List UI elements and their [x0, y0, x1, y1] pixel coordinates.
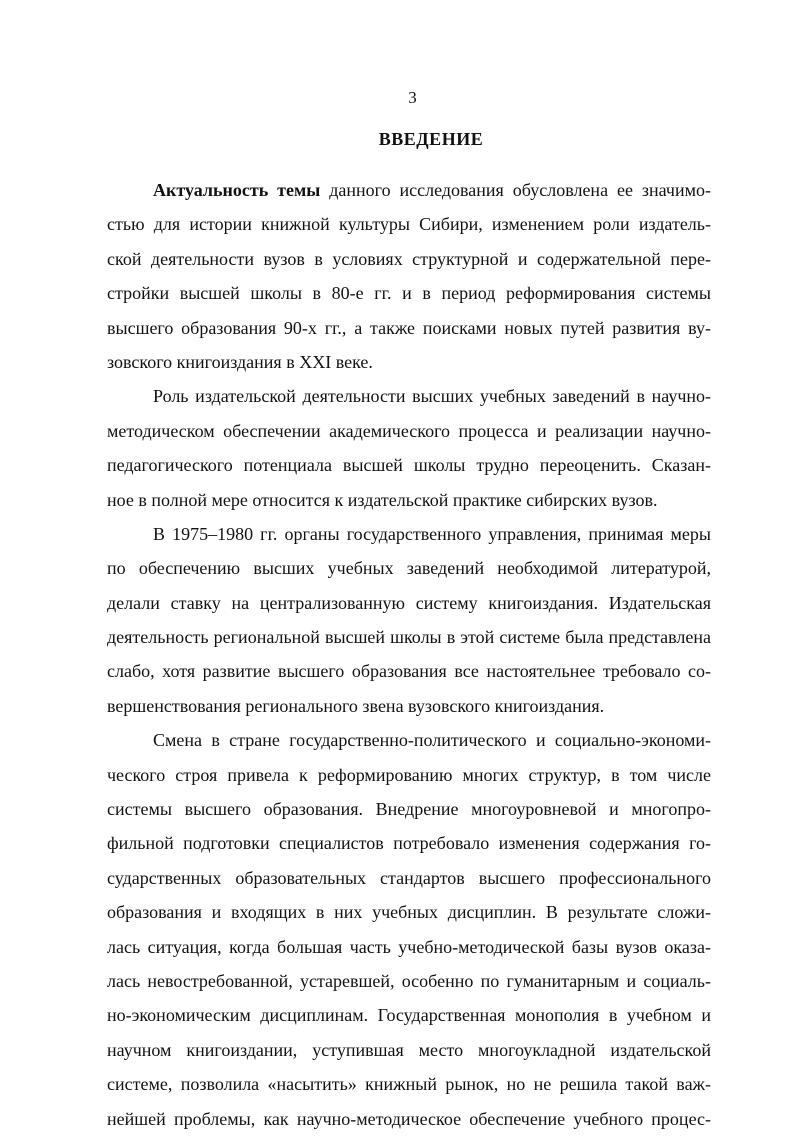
paragraph	[107, 723, 711, 1136]
text-line: В 1975–1980 гг. органы государственного управления, принимая меры	[153, 523, 711, 544]
text-line: системы высшего образования. Внедрение многоуровневой и многопро-	[107, 799, 711, 820]
text-line: педагогического потенциала высшей школы трудно переоценить. Сказан-	[107, 455, 711, 476]
paragraph	[107, 517, 711, 723]
text-line: но-экономическим дисциплинам. Государственная монополия в учебном и	[107, 1005, 711, 1026]
text-line: вершенствования регионального звена вузовского книгоиздания.	[107, 695, 605, 716]
text-line: стью для истории книжной культуры Сибири, изменением роли издатель-	[107, 214, 711, 235]
text-line: ческого строя привела к реформированию многих структур, в том числе	[107, 764, 711, 785]
text-line: зовского книгоиздания в XXI веке.	[107, 351, 373, 372]
paragraph	[107, 173, 711, 379]
text-line: образования и входящих в них учебных дисциплин. В результате сложи-	[107, 902, 711, 923]
text-line: делали ставку на централизованную систему книгоиздания. Издательская	[107, 592, 711, 613]
text-line: научном книгоиздании, уступившая место многоукладной издательской	[107, 1039, 711, 1060]
bold-lead: Актуальность темы	[153, 180, 321, 200]
text-line: методическом обеспечении академического процесса и реализации научно-	[107, 420, 711, 441]
paragraph	[107, 379, 711, 517]
text-line: высшего образования 90-х гг., а также поисками новых путей развития ву-	[107, 317, 711, 338]
page-number: 3	[408, 88, 417, 107]
text-line: стройки высшей школы в 80-е гг. и в период реформирования системы	[107, 283, 711, 304]
text-line: деятельность региональной высшей школы в этой системе была представлена	[107, 627, 711, 648]
text-line: системе, позволила «насытить» книжный рынок, но не решила такой важ-	[107, 1074, 711, 1095]
text-line: лась невостребованной, устаревшей, особенно по гуманитарным и социаль-	[107, 970, 711, 991]
body-text	[107, 173, 711, 1136]
text-line: Роль издательской деятельности высших учебных заведений в научно-	[153, 386, 711, 407]
text-line: по обеспечению высших учебных заведений необходимой литературой,	[107, 558, 711, 579]
page-title: ВВЕДЕНИЕ	[378, 129, 484, 149]
text-line: ской деятельности вузов в условиях структурной и содержательной пере-	[107, 248, 711, 269]
text-line: лась ситуация, когда большая часть учебно-методической базы вузов оказа-	[107, 936, 711, 957]
text-line: слабо, хотя развитие высшего образования все настоятельнее требовало со-	[107, 661, 711, 682]
text-line: нейшей проблемы, как научно-методическое обеспечение учебного процес-	[107, 1108, 711, 1129]
text-line: Актуальность темы данного исследования обусловлена ее значимо-	[153, 180, 711, 200]
text-line: Смена в стране государственно-политического и социально-экономи-	[153, 730, 711, 751]
text-line: ное в полной мере относится к издательской практике сибирских вузов.	[107, 489, 658, 510]
text-line: фильной подготовки специалистов потребовало изменения содержания го-	[107, 833, 711, 854]
text-line: сударственных образовательных стандартов высшего профессионального	[107, 867, 711, 888]
